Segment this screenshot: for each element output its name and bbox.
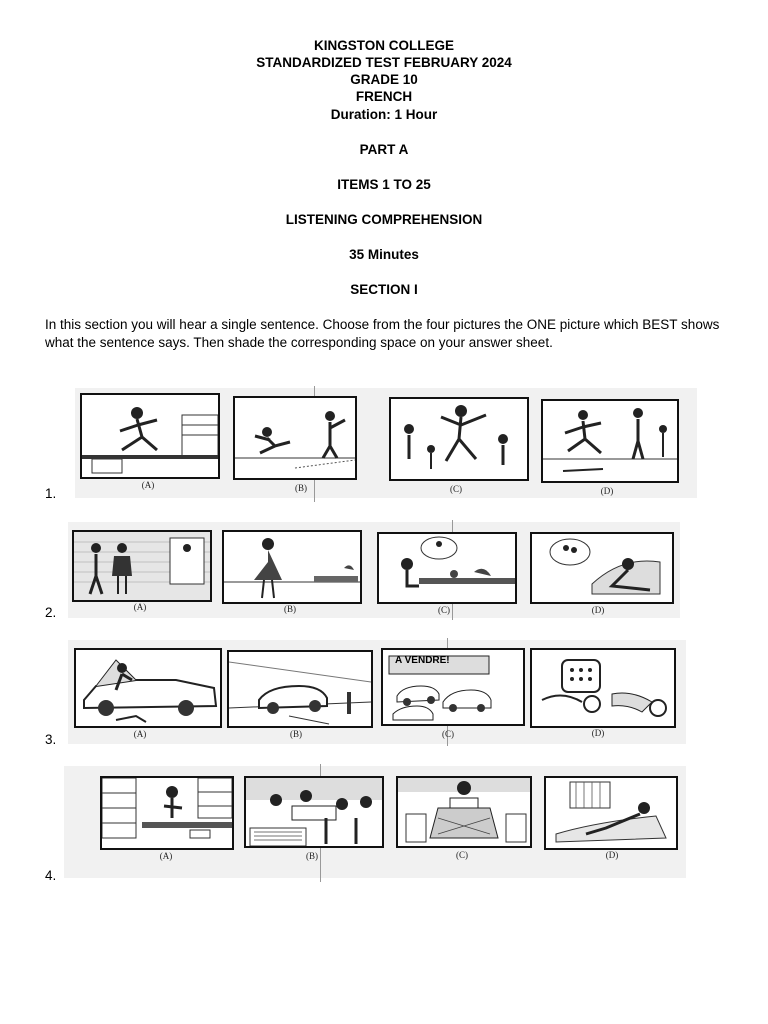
minutes-label: 35 Minutes <box>349 247 419 262</box>
section-title: LISTENING COMPREHENSION <box>285 212 483 227</box>
q4-caption-d: (D) <box>605 850 619 860</box>
items-label: ITEMS 1 TO 25 <box>337 177 431 192</box>
q3-caption-c: (C) <box>442 729 454 739</box>
question-4-number: 4. <box>45 868 57 883</box>
question-1-number: 1. <box>45 486 57 501</box>
q4-caption-a: (A) <box>159 851 173 861</box>
q4-caption-b: (B) <box>306 851 318 861</box>
q1-picture-d <box>541 399 679 483</box>
instructions: In this section you will hear a single sentence. Choose from the four pictures the ONE picture which BEST shows what the sentence says. Then shade the corresponding space on your answer sheet. <box>45 317 720 350</box>
q2-caption-a: (A) <box>133 602 147 612</box>
q1-caption-b: (B) <box>295 483 307 493</box>
school-name: KINGSTON COLLEGE <box>313 38 454 53</box>
q4-picture-d <box>544 776 678 850</box>
q4-caption-c: (C) <box>456 850 468 860</box>
subject: FRENCH <box>355 89 413 104</box>
q4-picture-a <box>100 776 234 850</box>
section-label: SECTION I <box>350 282 418 297</box>
grade: GRADE 10 <box>350 72 418 87</box>
q2-picture-d <box>530 532 674 604</box>
part-label: PART A <box>359 142 409 157</box>
q1-picture-a <box>80 393 220 479</box>
test-title: STANDARDIZED TEST FEBRUARY 2024 <box>256 55 512 70</box>
question-2-number: 2. <box>45 605 57 620</box>
duration: Duration: 1 Hour <box>330 107 438 122</box>
q4-picture-b <box>244 776 384 848</box>
q3-picture-a <box>74 648 222 728</box>
q1-caption-a: (A) <box>141 480 155 490</box>
q2-picture-b <box>222 530 362 604</box>
q3-caption-d: (D) <box>591 728 605 738</box>
q3-caption-b: (B) <box>290 729 302 739</box>
for-sale-sign: A VENDRE! <box>395 655 450 666</box>
question-3-number: 3. <box>45 732 57 747</box>
q2-caption-b: (B) <box>284 604 296 614</box>
q4-picture-c <box>396 776 532 848</box>
q2-caption-c: (C) <box>438 605 450 615</box>
q1-picture-c <box>389 397 529 481</box>
q2-picture-c <box>377 532 517 604</box>
q2-caption-d: (D) <box>591 605 605 615</box>
q3-caption-a: (A) <box>133 729 147 739</box>
q3-picture-b <box>227 650 373 728</box>
q2-picture-a <box>72 530 212 602</box>
q1-caption-c: (C) <box>450 484 462 494</box>
q3-picture-d <box>530 648 676 728</box>
q1-caption-d: (D) <box>600 486 614 496</box>
q1-picture-b <box>233 396 357 480</box>
